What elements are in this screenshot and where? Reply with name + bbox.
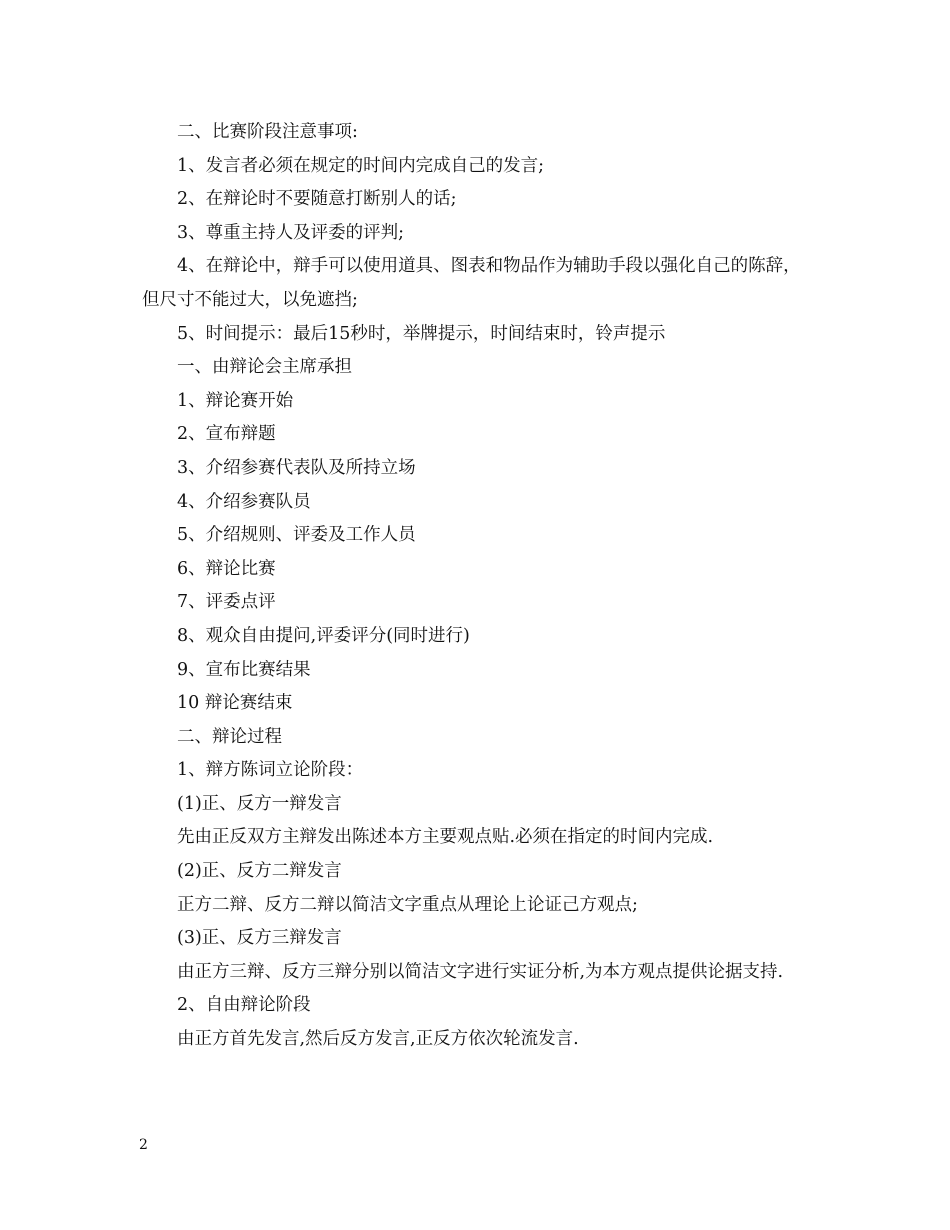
paragraph: (2)正、反方二辩发言 xyxy=(177,861,342,882)
paragraph: 4、介绍参赛队员 xyxy=(177,491,311,512)
paragraph: 2、宣布辩题 xyxy=(177,424,276,445)
paragraph: 二、比赛阶段注意事项: xyxy=(177,122,358,142)
paragraph: 2、自由辩论阶段 xyxy=(177,995,311,1016)
document-body xyxy=(142,116,814,1057)
page-number: 2 xyxy=(139,1137,148,1153)
paragraph: 一、由辩论会主席承担 xyxy=(177,357,352,378)
paragraph: 10 辩论赛结束 xyxy=(177,693,293,714)
paragraph: 先由正反双方主辩发出陈述本方主要观点贴.必须在指定的时间内完成. xyxy=(177,827,714,848)
paragraph: 二、辩论过程 xyxy=(177,726,282,747)
paragraph: 7、评委点评 xyxy=(177,592,276,613)
paragraph: 4、在辩论中，辩手可以使用道具、图表和物品作为辅助手段以强化自己的陈辞，但尺寸不能过大，以免遮挡; xyxy=(142,256,801,310)
paragraph: (1)正、反方一辩发言 xyxy=(177,793,342,814)
paragraph: 2、在辩论时不要随意打断别人的话; xyxy=(177,189,457,210)
paragraph: 3、介绍参赛代表队及所持立场 xyxy=(177,457,416,478)
paragraph: 由正方首先发言,然后反方发言,正反方依次轮流发言. xyxy=(177,1029,579,1050)
paragraph: 6、辩论比赛 xyxy=(177,558,276,579)
paragraph: 5、时间提示：最后15秒时，举牌提示，时间结束时，铃声提示 xyxy=(177,323,666,344)
paragraph: 由正方三辩、反方三辩分别以简洁文字进行实证分析,为本方观点提供论据支持. xyxy=(177,961,784,982)
paragraph: 正方二辩、反方二辩以简洁文字重点从理论上论证己方观点; xyxy=(177,894,638,915)
paragraph: (3)正、反方三辩发言 xyxy=(177,928,342,949)
paragraph: 1、发言者必须在规定的时间内完成自己的发言; xyxy=(177,155,545,176)
paragraph: 1、辩论赛开始 xyxy=(177,390,294,411)
paragraph: 1、辩方陈词立论阶段： xyxy=(177,760,364,781)
paragraph: 8、观众自由提问,评委评分(同时进行) xyxy=(177,625,470,646)
paragraph: 3、尊重主持人及评委的评判; xyxy=(177,222,405,243)
paragraph: 5、介绍规则、评委及工作人员 xyxy=(177,525,416,546)
paragraph: 9、宣布比赛结果 xyxy=(177,659,311,680)
